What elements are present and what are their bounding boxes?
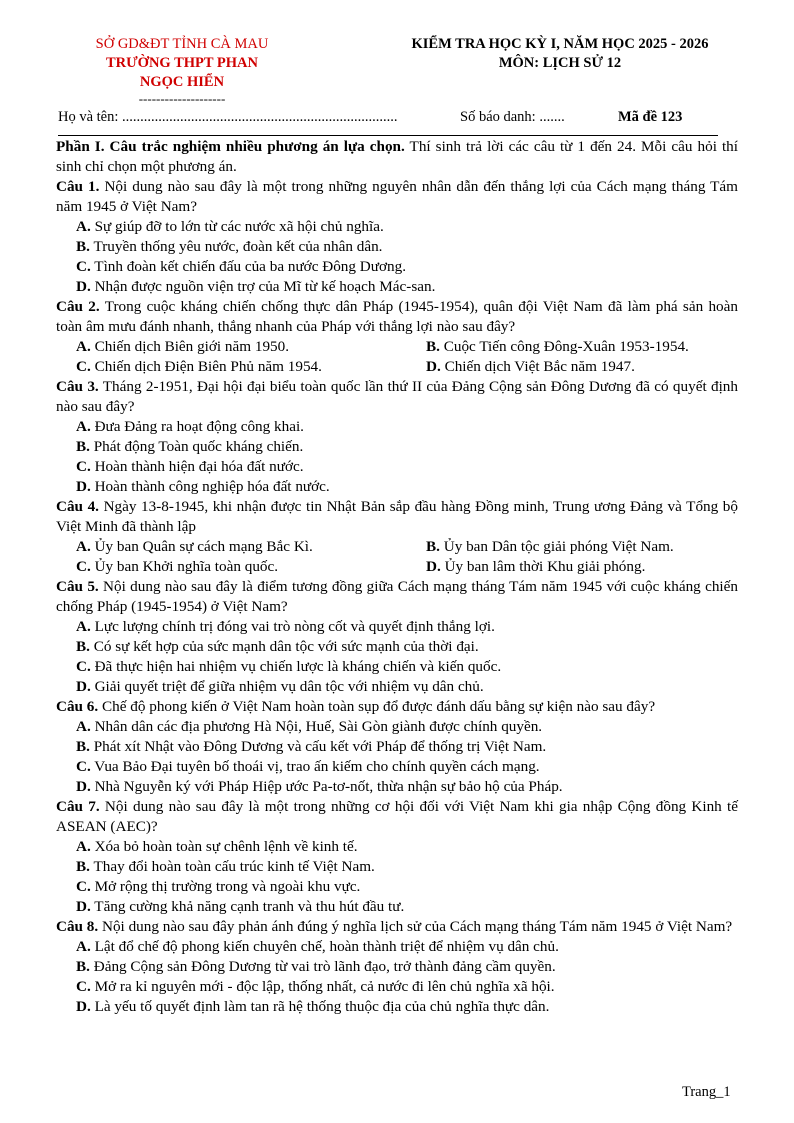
option-key: B. (76, 438, 90, 455)
question-text: Ngày 13-8-1945, khi nhận được tin Nhật Bản sắp đầu hàng Đồng minh, Trung ương Đảng và Tổng bộ Việt Minh đã thành lập (56, 498, 738, 535)
option-text: Cuộc Tiến công Đông-Xuân 1953-1954. (439, 338, 689, 355)
part-heading (56, 137, 738, 177)
option-text: Hoàn thành công nghiệp hóa đất nước. (90, 478, 330, 495)
option-text: Thay đổi hoàn toàn cấu trúc kinh tế Việt Nam. (89, 858, 375, 875)
option-key: B. (76, 858, 90, 875)
exam-subject: MÔN: LỊCH SỬ 12 (498, 55, 622, 71)
option-c (56, 457, 738, 477)
department-name: SỞ GD&ĐT TỈNH CÀ MAU (95, 36, 269, 52)
option-key: C. (76, 658, 91, 675)
option-c (56, 977, 738, 997)
option-key: A. (76, 418, 91, 435)
question-stem (56, 697, 738, 717)
question-stem (56, 177, 738, 217)
option-key: A. (76, 718, 91, 735)
option-b (56, 737, 738, 757)
option-key: D. (76, 998, 91, 1015)
option-d (56, 477, 738, 497)
exam-code: Mã đề 123 (618, 109, 683, 125)
option-a (76, 537, 426, 557)
option-text: Ủy ban Quân sự cách mạng Bắc Kì. (90, 538, 313, 555)
question-number: Câu 2. (56, 298, 100, 315)
option-text: Giải quyết triệt để giữa nhiệm vụ dân tộc với nhiệm vụ dân chủ. (90, 678, 484, 695)
option-text: Lật đổ chế độ phong kiến chuyên chế, hoàn thành triệt để nhiệm vụ dân chủ. (90, 938, 559, 955)
question-text: Nội dung nào sau đây là một trong những nguyên nhân dẫn đến thắng lợi của Cách mạng tháng Tám năm 1945 ở Việt Nam? (56, 178, 738, 215)
option-c (76, 557, 426, 577)
question (56, 797, 738, 917)
option-row (56, 337, 738, 357)
header-divider: -------------------- (138, 91, 226, 106)
question-text: Chế độ phong kiến ở Việt Nam hoàn toàn sụp đổ được đánh dấu bằng sự kiện nào sau đây? (98, 698, 656, 715)
option-row (56, 357, 738, 377)
option-text: Là yếu tố quyết định làm tan rã hệ thống thuộc địa của chủ nghĩa thực dân. (90, 998, 550, 1015)
option-key: C. (76, 758, 91, 775)
question-text: Nội dung nào sau đây là điểm tương đồng giữa Cách mạng tháng Tám năm 1945 với cuộc kháng chiến chống Pháp (1945-1954) ở Việt Nam? (56, 578, 738, 615)
exam-content (56, 137, 738, 1017)
option-b (426, 537, 674, 557)
option-text: Đã thực hiện hai nhiệm vụ chiến lược là kháng chiến và kiến quốc. (90, 658, 502, 675)
option-text: Đưa Đảng ra hoạt động công khai. (90, 418, 304, 435)
question (56, 917, 738, 1017)
option-key: C. (76, 358, 91, 375)
question-number: Câu 4. (56, 498, 99, 515)
option-b (56, 857, 738, 877)
page-number: Trang_1 (682, 1084, 731, 1100)
option-a (56, 617, 738, 637)
option-key: A. (76, 538, 91, 555)
question (56, 297, 738, 377)
question (56, 697, 738, 797)
question-stem (56, 577, 738, 617)
option-a (56, 937, 738, 957)
question (56, 177, 738, 297)
option-key: B. (426, 338, 440, 355)
option-text: Vua Bảo Đại tuyên bố thoái vị, trao ấn kiếm cho chính quyền cách mạng. (90, 758, 540, 775)
option-d (426, 557, 645, 577)
question-number: Câu 6. (56, 698, 99, 715)
option-text: Đảng Cộng sản Đông Dương từ vai trò lãnh đạo, trở thành đảng cầm quyền. (89, 958, 556, 975)
option-b (56, 957, 738, 977)
question-stem (56, 917, 738, 937)
option-key: D. (76, 678, 91, 695)
option-key: C. (76, 458, 91, 475)
option-d (426, 357, 635, 377)
option-b (56, 637, 738, 657)
option-a (76, 337, 426, 357)
question-number: Câu 1. (56, 178, 100, 195)
question-text: Trong cuộc kháng chiến chống thực dân Pháp (1945-1954), quân đội Việt Nam đã làm phá sản hoàn toàn âm mưu đánh nhanh, thắng nhanh của Pháp với thắng lợi nào sau đây? (56, 298, 738, 335)
question-text: Tháng 2-1951, Đại hội đại biểu toàn quốc lần thứ II của Đảng Cộng sản Đông Dương đã có quyết định nào sau đây? (56, 378, 738, 415)
option-c (56, 757, 738, 777)
question-stem (56, 797, 738, 837)
option-key: B. (76, 958, 90, 975)
option-key: B. (76, 738, 90, 755)
option-key: C. (76, 258, 91, 275)
question (56, 377, 738, 497)
option-b (56, 437, 738, 457)
option-text: Tăng cường khả năng cạnh tranh và thu hút đầu tư. (90, 898, 405, 915)
option-text: Sự giúp đỡ to lớn từ các nước xã hội chủ nghĩa. (90, 218, 384, 235)
option-key: C. (76, 978, 91, 995)
option-text: Chiến dịch Việt Bắc năm 1947. (440, 358, 635, 375)
option-key: D. (76, 278, 91, 295)
option-text: Nhân dân các địa phương Hà Nội, Huế, Sài Gòn giành được chính quyền. (90, 718, 543, 735)
option-c (56, 657, 738, 677)
option-text: Có sự kết hợp của sức mạnh dân tộc với sức mạnh của thời đại. (89, 638, 479, 655)
option-a (56, 717, 738, 737)
option-key: D. (426, 558, 441, 575)
part-title: Phần I. Câu trắc nghiệm nhiều phương án lựa chọn. (56, 138, 405, 155)
option-key: A. (76, 838, 91, 855)
option-d (56, 677, 738, 697)
option-text: Mở rộng thị trường trong và ngoài khu vực. (90, 878, 361, 895)
option-text: Phát xít Nhật vào Đông Dương và cấu kết với Pháp để thống trị Việt Nam. (89, 738, 547, 755)
option-key: C. (76, 878, 91, 895)
option-c (56, 877, 738, 897)
header-right (380, 35, 740, 73)
option-key: A. (76, 618, 91, 635)
option-text: Ủy ban lâm thời Khu giải phóng. (440, 558, 646, 575)
option-b (56, 237, 738, 257)
option-a (56, 417, 738, 437)
student-number-field: Số báo danh: ....... (460, 109, 565, 125)
question-number: Câu 7. (56, 798, 100, 815)
name-field: Họ và tên: ............................................................................ (58, 109, 398, 125)
option-text: Nhận được nguồn viện trợ của Mĩ từ kế hoạch Mác-san. (90, 278, 436, 295)
option-text: Truyền thống yêu nước, đoàn kết của nhân dân. (89, 238, 383, 255)
option-text: Phát động Toàn quốc kháng chiến. (89, 438, 304, 455)
option-c (56, 257, 738, 277)
question-text: Nội dung nào sau đây phản ánh đúng ý nghĩa lịch sử của Cách mạng tháng Tám năm 1945 ở Việt Nam? (98, 918, 733, 935)
question-stem (56, 297, 738, 337)
question (56, 577, 738, 697)
option-key: A. (76, 938, 91, 955)
option-text: Chiến dịch Điện Biên Phủ năm 1954. (90, 358, 322, 375)
question (56, 497, 738, 577)
option-a (56, 837, 738, 857)
school-name: TRƯỜNG THPT PHAN NGỌC HIỂN (106, 55, 258, 90)
question-number: Câu 5. (56, 578, 99, 595)
option-key: D. (76, 478, 91, 495)
option-key: B. (426, 538, 440, 555)
option-text: Ủy ban Dân tộc giải phóng Việt Nam. (439, 538, 674, 555)
option-d (56, 997, 738, 1017)
option-text: Nhà Nguyễn ký với Pháp Hiệp ước Pa-tơ-nốt, thừa nhận sự bảo hộ của Pháp. (90, 778, 563, 795)
question-number: Câu 8. (56, 918, 99, 935)
part-instruction: Thí sinh trả lời các câu từ 1 đến 24. Mỗi câu hỏi thí sinh chỉ chọn một phương án. (56, 138, 738, 175)
option-text: Xóa bỏ hoàn toàn sự chênh lệnh về kinh tế. (90, 838, 358, 855)
option-text: Lực lượng chính trị đóng vai trò nòng cốt và quyết định thắng lợi. (90, 618, 495, 635)
option-text: Hoàn thành hiện đại hóa đất nước. (90, 458, 304, 475)
option-text: Ủy ban Khởi nghĩa toàn quốc. (90, 558, 279, 575)
option-key: B. (76, 638, 90, 655)
header-rule (58, 135, 718, 136)
option-key: D. (76, 778, 91, 795)
option-text: Mở ra kỉ nguyên mới - độc lập, thống nhất, cả nước đi lên chủ nghĩa xã hội. (90, 978, 555, 995)
exam-title: KIỂM TRA HỌC KỲ I, NĂM HỌC 2025 - 2026 (411, 36, 709, 52)
question-stem (56, 497, 738, 537)
header-left (92, 35, 272, 106)
option-a (56, 217, 738, 237)
option-key: D. (426, 358, 441, 375)
option-row (56, 537, 738, 557)
option-key: A. (76, 218, 91, 235)
option-b (426, 337, 689, 357)
option-key: A. (76, 338, 91, 355)
question-text: Nội dung nào sau đây là một trong những cơ hội đối với Việt Nam khi gia nhập Cộng đồng Kinh tế ASEAN (AEC)? (56, 798, 738, 835)
option-key: D. (76, 898, 91, 915)
question-number: Câu 3. (56, 378, 99, 395)
option-text: Tình đoàn kết chiến đấu của ba nước Đông Dương. (90, 258, 407, 275)
option-d (56, 277, 738, 297)
option-key: C. (76, 558, 91, 575)
option-row (56, 557, 738, 577)
option-c (76, 357, 426, 377)
option-d (56, 897, 738, 917)
question-stem (56, 377, 738, 417)
option-d (56, 777, 738, 797)
option-text: Chiến dịch Biên giới năm 1950. (90, 338, 290, 355)
option-key: B. (76, 238, 90, 255)
